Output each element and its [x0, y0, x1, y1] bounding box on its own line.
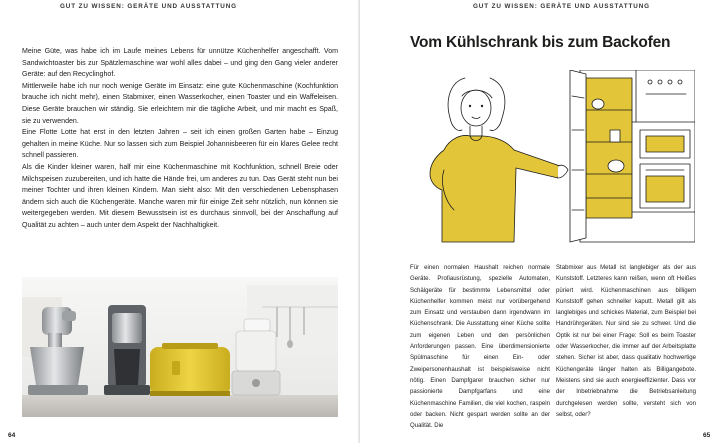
page-number-left: 64 [8, 432, 16, 439]
kitchen-appliances-photo [22, 277, 338, 417]
paragraph: Meine Güte, was habe ich im Laufe meines Lebens für unnütze Küchenhelfer angeschafft. Vom Sandwichtoaster bis zur Spätzlemaschine war wohl alles dabei – und ging den Gang vieler anderer Geräte: auf den Recyclinghof. [22, 48, 338, 79]
page-title: Vom Kühlschrank bis zum Backofen [410, 34, 671, 51]
right-page [360, 0, 720, 443]
running-head-left: GUT ZU WISSEN: GERÄTE UND AUSSTATTUNG [60, 3, 237, 10]
kitchen-appliances-illustration [22, 277, 338, 417]
paragraph: Für einen normalen Haushalt reichen normale Geräte. Profiausrüstung, spezielle Automaten, Schälgeräte für bestimmte Lebensmittel oder Küchenhelfer kommen meist nur vorübergehend zum Einsatz und verstauben dann irgendwann im Küchenschrank. Die Ausstattung einer Küche sollte zum eigenen Leben und den persönlichen Anforderungen passen. Eine überdimensionierte Spülmaschine für einen Ein- oder Zweipersonenhaushalt ist beispielsweise nicht nötig. Einen Dampfgarer brauchen sicher nur passionierte Dampfgarfans und eine Küchenmaschine Familien, die viel kochen, raspeln oder backen. Nicht gespart werden sollte an der Qualität. Die [410, 265, 550, 430]
running-head-right: GUT ZU WISSEN: GERÄTE UND AUSSTATTUNG [473, 3, 650, 10]
page-number-right: 65 [703, 432, 711, 439]
woman-fridge-drawing [410, 70, 695, 245]
left-body-text [22, 46, 338, 232]
kitchen-illustration [410, 70, 695, 245]
paragraph: Als die Kinder kleiner waren, half mir eine Küchenmaschine mit Kochfunktion, schnell Breie oder Milchspeisen zuzubereiten, und ich hatte die Hände frei, um anderes zu tun. Das Gerät steht nun bei meiner Tochter und ihren kleinen Kindern. Man sieht also: Mit den verschiedenen Lebensphasen ändern sich auch die Küchengeräte. Manche waren mir für einige Zeit sehr nützlich, nun können sie weitergegeben werden. Mit diesem Bewusstsein ist es durchaus sinnvoll, bei der Anschaffung auf Qualität zu achten – auch unter dem Aspekt der Nachhaltigkeit. [22, 163, 338, 229]
paragraph: Mittlerweile habe ich nur noch wenige Geräte im Einsatz: eine gute Küchenmaschine (Kochfunktion brauche ich nicht mehr), einen Stabmixer, einen Wasserkocher, einen Toaster und ein Waffeleisen. Diese Geräte brauchen wir ständig. Sie erleichtern mir die tägliche Arbeit, und mir macht es Spaß, sie zu verwenden. [22, 82, 338, 125]
paragraph: Eine Flotte Lotte hat erst in den letzten Jahren – seit ich einen großen Garten habe – Einzug gehalten in meine Küche. Nur so lassen sich zum Beispiel Johannisbeeren für ein klares Gelee recht schnell passieren. [22, 129, 338, 160]
text-column-1 [410, 263, 550, 432]
paragraph: Stabmixer aus Metall ist langlebiger als der aus Kunststoff. Letzteres kann reißen, wenn oft Heißes püriert wird. Küchenmaschinen aus billigem Kunststoff gehen schneller kaputt. Metall gilt als langlebiges und schickes Material, zum Beispiel bei Handrührgeräten. Nur sind sie zu schwer. Und die Optik ist nur bei einer Frage: Soll es beim Toaster oder Wasserkocher, die immer auf der Arbeitsplatte stehen. Sicher ist aber, dass qualitativ hochwertige Küchengeräte länger halten als Billigangebote. Meistens sind sie auch energieeffizienter. Dass vor der Inbetriebnahme die Betriebsanleitung durchgelesen werden sollte, versteht sich von selbst, oder? [556, 265, 696, 418]
text-column-2 [556, 263, 696, 421]
